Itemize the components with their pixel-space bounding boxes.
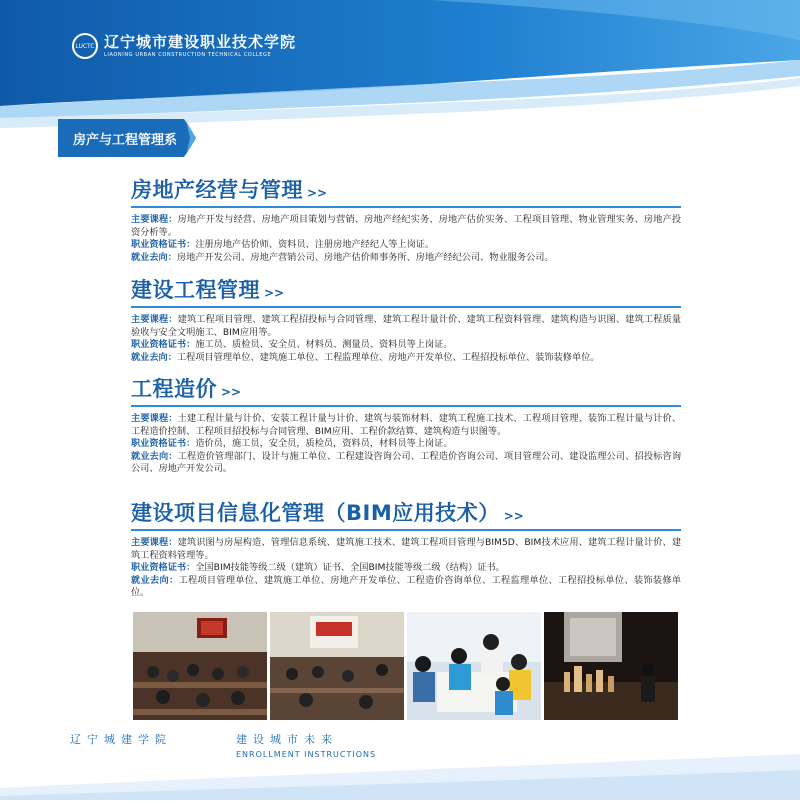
arrow-icon: >> xyxy=(503,509,524,523)
job-text: 房地产开发公司、房地产营销公司、房地产估价师事务所、房地产经纪公司、物业服务公司。 xyxy=(176,251,554,263)
job-label: 就业去向： xyxy=(131,574,179,586)
job-row xyxy=(131,352,681,365)
cert-text: 注册房地产估价师、资料员、注册房地产经纪人等上岗证。 xyxy=(195,239,435,251)
model-exhibit-photo xyxy=(544,612,678,720)
job-text: 工程造价管理部门、设计与施工单位、工程建设咨询公司、工程造价咨询公司、项目管理公司、建设监理公司、招投标咨询公司、房地产开发公司。 xyxy=(131,450,682,475)
arrow-icon: >> xyxy=(307,186,328,200)
program-title: 建设项目信息化管理（BIM应用技术） xyxy=(131,501,500,525)
courses-label: 主要课程： xyxy=(131,537,178,548)
bottom-wave-graphic xyxy=(0,748,800,800)
courses-text: 建筑识图与房屋构造、管理信息系统、建筑施工技术、建筑工程项目管理与BIM5D、BIM技术应用、建筑工程计量计价、建筑工程资料管理等。 xyxy=(131,537,682,561)
program-section xyxy=(131,274,681,373)
college-logo xyxy=(72,33,296,59)
job-row xyxy=(131,252,681,265)
cert-row xyxy=(131,239,681,252)
footer-slogan-cn: 建设城市未来 xyxy=(236,733,338,746)
courses-label: 主要课程： xyxy=(131,314,178,325)
job-label: 就业去向： xyxy=(131,450,178,462)
cert-text: 造价员，施工员，安全员，质检员，资料员，材料员等上岗证。 xyxy=(195,438,453,450)
college-name-en: LIAONING URBAN CONSTRUCTION TECHNICAL COLLEGE xyxy=(104,51,272,58)
cert-row xyxy=(131,438,681,451)
courses-text: 土建工程计量与计价、安装工程计量与计价、建筑与装饰材料、建筑工程施工技术、工程项目管理、装饰工程计量与计价、工程造价控制、工程项目招投标与合同管理、BIM应用、工程价款结算、建筑构造与识图等。 xyxy=(131,413,682,437)
courses-label: 主要课程： xyxy=(131,413,178,424)
footer-college-name: 辽宁城建学院 xyxy=(70,733,172,746)
program-section xyxy=(131,174,681,274)
courses-text: 建筑工程项目管理、建筑工程招投标与合同管理、建筑工程计量计价、建筑工程资料管理、建筑构造与识图、建筑工程质量验收与安全文明施工、BIM应用等。 xyxy=(131,314,682,338)
photo-strip xyxy=(133,612,678,720)
section-divider xyxy=(131,206,681,208)
lecture-photo xyxy=(270,612,404,720)
courses-row xyxy=(131,214,681,239)
cert-row xyxy=(131,339,681,352)
program-section xyxy=(131,497,681,600)
section-divider xyxy=(131,306,681,308)
department-banner xyxy=(58,119,200,157)
job-row xyxy=(131,575,681,600)
courses-row xyxy=(131,314,681,339)
cert-text: 施工员、质检员、安全员、材料员、测量员、资料员等上岗证。 xyxy=(195,339,453,351)
section-divider xyxy=(131,529,681,531)
footer-slogan-en: ENROLLMENT INSTRUCTIONS xyxy=(236,750,377,759)
college-name-cn: 辽宁城市建设职业技术学院 xyxy=(104,32,297,51)
program-list xyxy=(131,174,681,600)
cert-label: 职业资格证书： xyxy=(131,239,196,251)
job-text: 工程项目管理单位、建筑施工单位、房地产开发单位、工程造价咨询单位、工程监理单位、工程招投标单位、装饰装修单位。 xyxy=(131,574,682,599)
cert-label: 职业资格证书： xyxy=(131,339,196,351)
arrow-icon: >> xyxy=(221,385,242,399)
cert-row xyxy=(131,562,681,575)
section-divider xyxy=(131,405,681,407)
job-row xyxy=(131,451,681,476)
cert-label: 职业资格证书： xyxy=(131,438,196,450)
job-label: 就业去向： xyxy=(131,251,177,263)
program-title: 工程造价 xyxy=(131,377,217,401)
program-title: 建设工程管理 xyxy=(131,278,260,302)
job-text: 工程项目管理单位、建筑施工单位、工程监理单位、房地产开发单位、工程招投标单位、装饰装修单位。 xyxy=(176,351,600,363)
arrow-icon: >> xyxy=(264,286,285,300)
cert-text: 全国BIM技能等级二级（建筑）证书、全国BIM技能等级二级（结构）证书。 xyxy=(195,562,505,574)
courses-text: 房地产开发与经营、房地产项目策划与营销、房地产经纪实务、房地产估价实务、工程项目管理、物业管理实务、房地产投资分析等。 xyxy=(131,214,682,238)
courses-row xyxy=(131,413,681,438)
job-label: 就业去向： xyxy=(131,351,177,363)
college-emblem-icon: LUCTC xyxy=(72,33,98,59)
program-section xyxy=(131,373,681,497)
department-title: 房产与工程管理系 xyxy=(73,133,178,148)
classroom-photo xyxy=(133,612,267,720)
courses-row xyxy=(131,537,681,562)
group-work-photo xyxy=(407,612,541,720)
cert-label: 职业资格证书： xyxy=(131,562,196,574)
program-title: 房地产经营与管理 xyxy=(131,178,303,202)
courses-label: 主要课程： xyxy=(131,214,178,225)
